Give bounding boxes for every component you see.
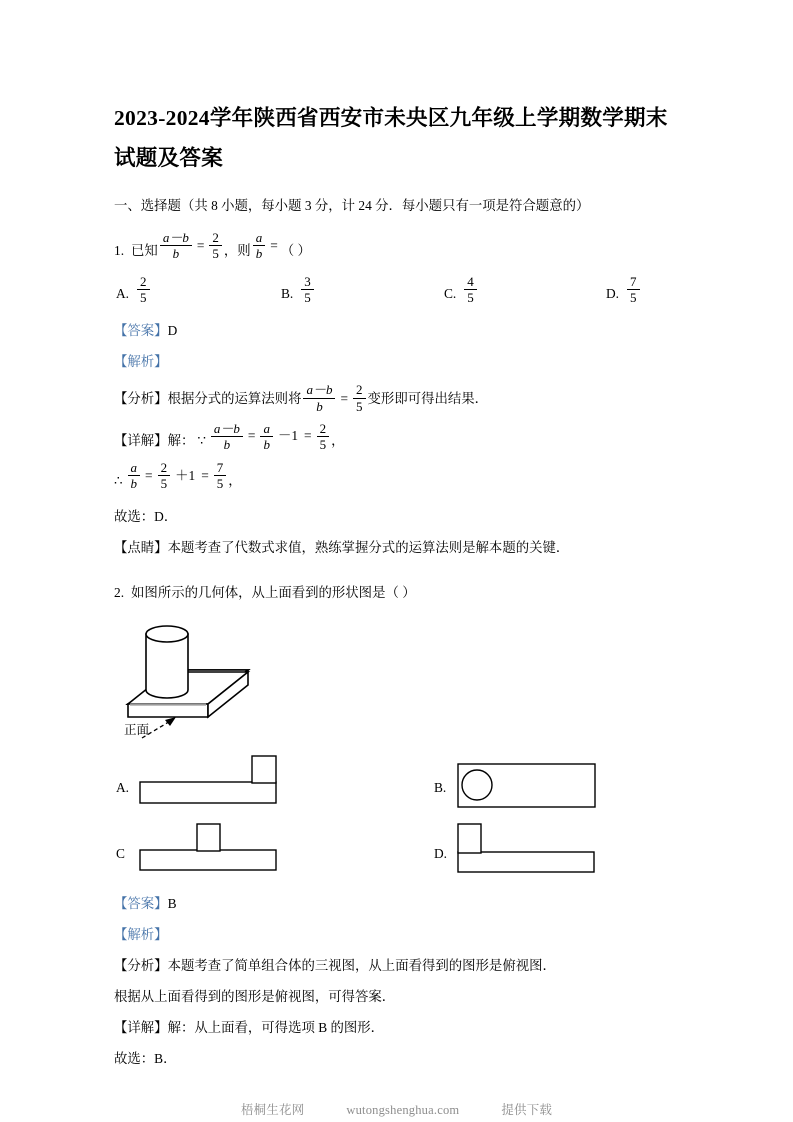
analysis-text-2: 变形即可得出结果． (367, 390, 489, 406)
detail-text: 解：从上面看，可得选项 B 的图形． (167, 1019, 385, 1035)
equals-sign: = (304, 428, 312, 444)
option-d-base-rect (458, 852, 594, 872)
option-a-figure[interactable] (139, 754, 291, 814)
top-view-a-diagram (139, 754, 291, 814)
option-c-label: C (116, 845, 125, 861)
fraction-denominator: 5 (140, 289, 147, 305)
analysis-label: 【分析】 (114, 390, 168, 406)
fraction-denominator: 5 (216, 476, 224, 492)
question-2-solid-figure (120, 612, 320, 740)
fraction-denominator: 5 (467, 289, 474, 305)
option-c-figure[interactable] (139, 822, 291, 878)
because-symbol: ∵ (197, 433, 206, 448)
fraction-denominator: 5 (160, 476, 168, 492)
fraction-denominator: 5 (319, 436, 327, 452)
question-1-stem-prefix: 已知 (131, 242, 158, 258)
fraction-numerator: a (253, 231, 266, 246)
footer-action: 提供下载 (501, 1103, 553, 1117)
fraction-numerator: 4 (464, 275, 477, 290)
top-view-b-diagram (457, 762, 609, 814)
analysis-text-1: 根据分式的运算法则将 (167, 390, 302, 406)
answer-value: D (167, 322, 178, 338)
fraction-numerator: 2 (158, 461, 171, 476)
fraction-numerator: a－b (160, 231, 192, 246)
option-a-label: A. (116, 779, 130, 795)
question-1-stem (114, 231, 680, 261)
fraction-denominator: b (130, 476, 138, 492)
analysis-text: 本题考查了简单组合体的三视图，从上面看得到的图形是俯视图． (167, 957, 556, 973)
fraction-denominator: b (316, 398, 323, 414)
analysis-label: 【分析】 (114, 957, 168, 973)
fraction-denominator: b (255, 246, 263, 262)
keypoint-text: 本题考查了代数式求值，熟练掌握分式的运算法则是解本题的关键． (167, 539, 570, 555)
fraction-numerator: a (128, 461, 141, 476)
fraction-numerator: 2 (317, 422, 330, 437)
analysis-formula (301, 383, 367, 414)
question-2-analysis-line-2: 根据从上面看得到的图形是俯视图，可得答案． (114, 988, 396, 1004)
equals-sign: = (340, 390, 349, 406)
question-1-stem-middle: ，则 (223, 242, 251, 258)
question-1-detail-line-2 (114, 461, 680, 491)
plus-one: ＋1 (175, 467, 196, 483)
question-2-detail (114, 1012, 680, 1043)
question-1-options (114, 275, 680, 315)
question-1-number: 1. (114, 242, 125, 258)
question-2-analysis (114, 950, 680, 981)
question-1-answer-line (114, 315, 680, 346)
fraction-denominator: b (223, 436, 231, 452)
fraction-numerator: 2 (209, 231, 222, 246)
question-1-detail-line-1 (114, 422, 680, 452)
fraction-denominator: 5 (356, 398, 363, 414)
option-b-figure[interactable] (457, 762, 609, 814)
footer-domain: wutongshenghua.com (346, 1103, 460, 1117)
fraction-numerator: 7 (627, 275, 640, 290)
section-heading: 一、选择题（共 8 小题，每小题 3 分，计 24 分．每小题只有一项是符合题意的） (114, 198, 590, 213)
question-2-options-row-1 (114, 754, 680, 816)
question-2-answer-line (114, 888, 680, 919)
question-2-stem (114, 577, 680, 608)
fraction-denominator: b (172, 246, 180, 262)
option-b-circle (462, 770, 492, 800)
question-2-stem-text: 如图所示的几何体，从上面看到的形状图是（ ） (131, 584, 416, 600)
question-1-analysis (114, 383, 680, 414)
document-content (114, 98, 680, 1074)
question-2-conclusion: 故选：B． (114, 1050, 177, 1066)
option-c[interactable] (444, 275, 479, 305)
fraction-numerator: 2 (137, 275, 150, 290)
top-view-c-diagram (139, 822, 291, 878)
option-a-top-rect (252, 756, 276, 783)
fraction-denominator: 5 (212, 246, 219, 262)
question-2-options-row-2 (114, 822, 680, 880)
question-2-explain-label: 【解析】 (114, 926, 168, 942)
question-1-keypoint (114, 532, 680, 563)
fraction-numerator: 2 (353, 383, 366, 398)
fraction-denominator: b (263, 436, 270, 452)
option-c-top-rect (197, 824, 220, 851)
question-2-number: 2. (114, 584, 125, 600)
footer-watermark (0, 1100, 793, 1118)
fraction-denominator: 5 (304, 289, 311, 305)
therefore-symbol: ∴ (114, 472, 123, 488)
option-a-base-rect (140, 782, 276, 803)
fraction-numerator: a (260, 422, 273, 437)
detail-formula-1 (209, 422, 331, 452)
answer-label: 【答案】 (114, 322, 168, 338)
fraction-numerator: a－b (211, 422, 243, 437)
slab-front-face (128, 704, 208, 717)
equals-sign: = (270, 237, 278, 253)
fraction-numerator: 3 (301, 275, 314, 290)
option-c-label: C. (444, 286, 457, 301)
figure-caption-front: 正面 (124, 722, 150, 737)
equals-sign: = (201, 467, 209, 483)
option-d-label: D. (606, 286, 620, 301)
equals-sign: = (196, 237, 205, 253)
detail-lead: 解： (167, 433, 195, 448)
caption-arrow-head (165, 717, 176, 726)
detail-label: 【详解】 (114, 433, 168, 448)
minus-one: －1 (277, 428, 299, 444)
answer-label: 【答案】 (114, 895, 168, 911)
cylinder-body (146, 634, 188, 698)
comma: ， (228, 472, 242, 488)
question-1-formula-2 (251, 231, 281, 261)
option-a-label: A. (116, 286, 130, 301)
option-b-label: B. (434, 779, 447, 795)
detail-label: 【详解】 (114, 1019, 168, 1035)
cylinder-on-slab-diagram (120, 612, 320, 740)
keypoint-label: 【点睛】 (114, 539, 168, 555)
question-1-explain-label: 【解析】 (114, 353, 168, 369)
question-1-formula-1 (158, 231, 224, 261)
question-1-conclusion: 故选：D． (114, 508, 178, 524)
equals-sign: = (247, 428, 256, 444)
option-d-label: D. (434, 845, 448, 861)
fraction-numerator: 7 (214, 461, 227, 476)
detail-formula-2 (126, 461, 229, 491)
equals-sign: = (145, 467, 153, 483)
question-1-stem-suffix: （ ） (280, 242, 311, 258)
comma: ， (331, 433, 345, 448)
answer-value: B (167, 895, 177, 911)
option-d-figure[interactable] (457, 822, 609, 878)
top-view-d-diagram (457, 822, 609, 878)
option-a[interactable] (116, 275, 152, 305)
cylinder-top-ellipse (146, 626, 188, 642)
option-c-base-rect (140, 850, 276, 870)
option-d[interactable] (606, 275, 642, 305)
option-b[interactable] (281, 275, 316, 305)
footer-site-name: 梧桐生花网 (240, 1103, 305, 1117)
fraction-denominator: 5 (630, 289, 637, 305)
option-d-top-rect (458, 824, 481, 853)
page-title: 2023-2024学年陕西省西安市未央区九年级上学期数学期末试题及答案 (114, 106, 668, 170)
fraction-numerator: a－b (303, 383, 335, 398)
option-b-label: B. (281, 286, 294, 301)
